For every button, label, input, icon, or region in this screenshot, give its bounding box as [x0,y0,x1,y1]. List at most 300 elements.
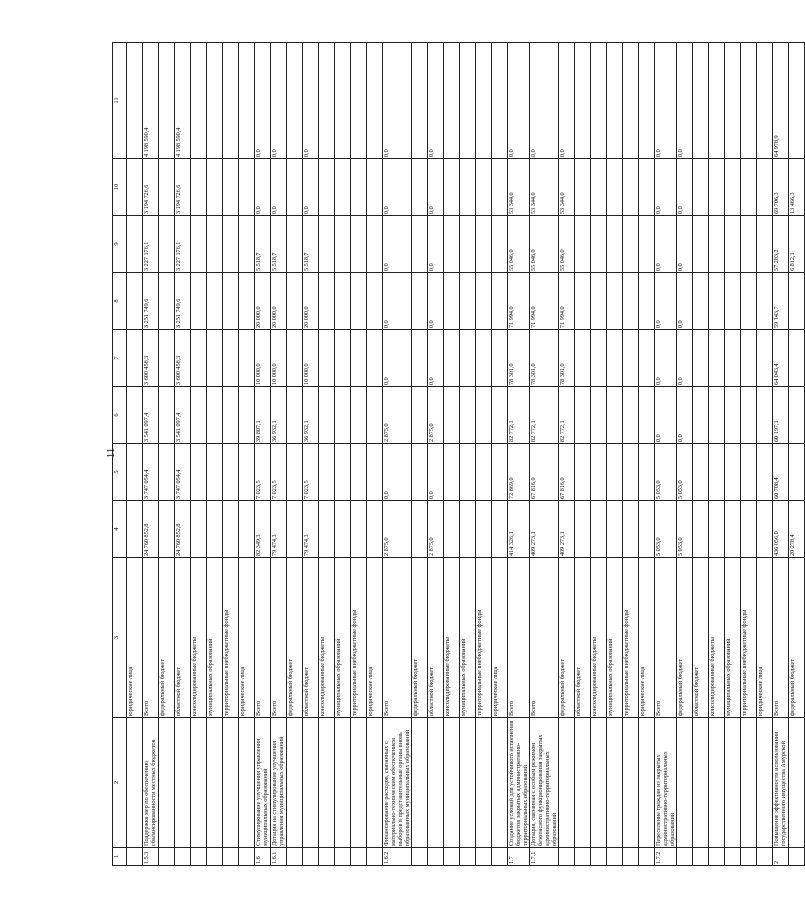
funding-source: Всего [143,558,159,718]
row-code [444,848,460,866]
table-row [412,43,428,866]
funding-source: территориальные внебюджетные фонды [223,558,239,718]
year-value [476,273,492,330]
year-value [623,159,639,216]
year-value: 0,0 [271,159,287,216]
year-value [223,43,239,159]
year-value [591,387,607,444]
year-value: 20 000,0 [255,273,271,330]
year-value [207,216,223,273]
year-value [351,444,367,501]
year-value [207,330,223,387]
year-value [287,216,303,273]
column-header: 6 [113,387,127,444]
year-value [351,216,367,273]
total-value: 5 053,0 [655,501,677,558]
year-value [239,216,255,273]
measure-name [159,718,175,848]
column-header: 1 [113,848,127,866]
total-value [319,501,335,558]
total-value: 20 278,4 [789,501,805,558]
table-row [351,43,367,866]
year-value [444,159,460,216]
year-value [159,444,175,501]
year-value: 53 344,0 [530,159,559,216]
row-code [412,848,428,866]
year-value [476,387,492,444]
table-row [655,43,677,866]
year-value: 5 518,7 [271,216,287,273]
year-value [191,387,207,444]
funding-source: юридические лица [239,558,255,718]
year-value [725,216,741,273]
row-code [725,848,741,866]
column-header: 2 [113,718,127,848]
measure-name [575,718,591,848]
year-value [591,444,607,501]
column-header: 4 [113,501,127,558]
year-value [351,387,367,444]
row-code [127,848,143,866]
measure-name [303,718,319,848]
total-value: 409 273,1 [530,501,559,558]
year-value [207,43,223,159]
total-value [639,501,655,558]
total-value [159,501,175,558]
column-header: 8 [113,273,127,330]
year-value: 0,0 [383,216,412,273]
year-value [159,273,175,330]
funding-source: федеральный бюджет [287,558,303,718]
row-code [175,848,191,866]
year-value [287,387,303,444]
year-value [127,216,143,273]
table-row [476,43,492,866]
measure-name: Финансирование расходов, связанных с материально-техническим обеспечением выборов в представительные органы вновь образованных муниципальных образований [383,718,412,848]
measure-name [223,718,239,848]
funding-source: Всего [255,558,271,718]
year-value [709,159,725,216]
year-value: 0,0 [255,43,271,159]
measure-name [175,718,191,848]
year-value [639,216,655,273]
row-code: 2 [773,848,789,866]
funding-source: муниципальных образований [335,558,351,718]
year-value [575,273,591,330]
column-header: 9 [113,216,127,273]
measure-name [351,718,367,848]
year-value: 7 023,5 [255,444,271,501]
column-header: 3 [113,558,127,718]
year-value [207,273,223,330]
funding-source: территориальные внебюджетные фонды [476,558,492,718]
year-value: 3 251 749,6 [175,273,191,330]
year-value: 78 301,0 [508,330,530,387]
year-value [639,387,655,444]
total-value [492,501,508,558]
table-row [508,43,530,866]
year-value [492,387,508,444]
year-value: 3 227 176,1 [175,216,191,273]
measure-name: Повышение эффективности использования государственного имущества Амурской [773,718,789,848]
year-value [741,216,757,273]
year-value [444,216,460,273]
year-value [741,330,757,387]
measure-name [191,718,207,848]
total-value: 2 875,0 [428,501,444,558]
row-code [367,848,383,866]
total-value [623,501,639,558]
year-value [367,216,383,273]
row-code [460,848,476,866]
year-value: 3 251 749,6 [143,273,159,330]
year-value [693,273,709,330]
funding-source: федеральный бюджет [159,558,175,718]
row-code: 1.6 [255,848,271,866]
year-value [223,330,239,387]
funding-source: юридические лица [757,558,773,718]
row-code [207,848,223,866]
table-row [175,43,191,866]
funding-source: Всего [530,558,559,718]
year-value [693,159,709,216]
year-value [693,387,709,444]
row-code: 1.6.1 [271,848,287,866]
year-value: 0,0 [428,444,444,501]
funding-source: областной бюджет [175,558,191,718]
table-row [127,43,143,866]
year-value: 0,0 [383,43,412,159]
year-value [367,444,383,501]
table-row [255,43,271,866]
table-row [207,43,223,866]
year-value: 3 541 097,4 [175,387,191,444]
year-value [476,444,492,501]
year-value [709,43,725,159]
row-code [335,848,351,866]
year-value [319,330,335,387]
row-code [741,848,757,866]
year-value [460,273,476,330]
table-row [239,43,255,866]
year-value [693,216,709,273]
measure-name: Дотация, связанная с особым режимом безопасного функционирования закрытых административно-территориальных образований [530,718,559,848]
total-value [207,501,223,558]
measure-name [789,718,805,848]
year-value [575,43,591,159]
measure-name [335,718,351,848]
row-code: 1.7.2 [655,848,677,866]
year-value [607,444,623,501]
year-value: 36 932,1 [271,387,287,444]
year-value [789,43,805,159]
year-value: 0,0 [508,43,530,159]
year-value: 3 194 726,6 [175,159,191,216]
table-row [623,43,639,866]
year-value: 0,0 [655,216,677,273]
year-value [412,273,428,330]
table-row [575,43,591,866]
funding-source: юридические лица [639,558,655,718]
total-value: 82 349,3 [255,501,271,558]
year-value: 71 994,0 [559,273,575,330]
row-code [476,848,492,866]
year-value [319,216,335,273]
year-value: 82 772,1 [559,387,575,444]
year-value: 13 466,3 [789,159,805,216]
total-value [757,501,773,558]
measure-name [319,718,335,848]
row-code [677,848,693,866]
year-value [725,273,741,330]
measure-name [460,718,476,848]
total-value [444,501,460,558]
year-value: 0,0 [303,43,319,159]
year-value: 36 932,1 [303,387,319,444]
year-value [757,387,773,444]
year-value [239,273,255,330]
year-value: 60 197,1 [773,387,789,444]
year-value [709,330,725,387]
row-code [223,848,239,866]
table-header-row [113,43,127,866]
year-value [335,330,351,387]
row-code [351,848,367,866]
year-value: 64 978,9 [773,43,789,159]
year-value [575,387,591,444]
year-value [623,330,639,387]
total-value [127,501,143,558]
funding-source: Всего [271,558,287,718]
year-value [623,387,639,444]
measure-name [741,718,757,848]
table-row [383,43,412,866]
year-value [591,159,607,216]
year-value [709,444,725,501]
table-row [773,43,789,866]
row-code [239,848,255,866]
year-value: 20 000,0 [303,273,319,330]
year-value [207,444,223,501]
year-value [789,330,805,387]
funding-source: муниципальных образований [207,558,223,718]
year-value: 0,0 [383,273,412,330]
total-value: 436 056,0 [773,501,789,558]
table-row [559,43,575,866]
row-code [591,848,607,866]
year-value [351,43,367,159]
year-value [575,444,591,501]
year-value [412,43,428,159]
year-value [223,159,239,216]
total-value [367,501,383,558]
row-code [757,848,773,866]
total-value: 409 273,1 [559,501,575,558]
year-value: 0,0 [255,159,271,216]
funding-source: юридические лица [367,558,383,718]
year-value: 3 747 054,4 [175,444,191,501]
year-value [191,43,207,159]
total-value [412,501,428,558]
year-value [319,444,335,501]
year-value [492,159,508,216]
year-value: 0,0 [428,159,444,216]
year-value [351,330,367,387]
year-value [239,159,255,216]
year-value: 71 994,0 [530,273,559,330]
funding-source: консолидированные бюджеты [319,558,335,718]
year-value [239,330,255,387]
year-value [207,387,223,444]
year-value: 7 023,5 [271,444,287,501]
measure-name [412,718,428,848]
funding-source: муниципальных образований [607,558,623,718]
row-code [319,848,335,866]
year-value [591,330,607,387]
year-value [444,444,460,501]
row-code [709,848,725,866]
year-value [239,444,255,501]
year-value [191,273,207,330]
year-value [492,444,508,501]
year-value [460,43,476,159]
funding-source: консолидированные бюджеты [709,558,725,718]
year-value: 0,0 [677,216,693,273]
year-value: 5 518,7 [303,216,319,273]
measure-name: Переселение граждан из закрытых административно-территориальных образований [655,718,677,848]
year-value [693,444,709,501]
year-value: 0,0 [530,43,559,159]
total-value [709,501,725,558]
column-header: 11 [113,43,127,159]
year-value [287,273,303,330]
measure-name: Дотация на стимулирование улучшения управления муниципальных образований [271,718,287,848]
measure-name [709,718,725,848]
year-value [623,273,639,330]
measure-name [559,718,575,848]
funding-source: консолидированные бюджеты [591,558,607,718]
funding-source: областной бюджет [693,558,709,718]
year-value: 53 344,0 [559,159,575,216]
year-value [335,216,351,273]
year-value [789,273,805,330]
year-value: 0,0 [383,444,412,501]
year-value [287,330,303,387]
year-value: 0,0 [428,43,444,159]
year-value [709,273,725,330]
funding-source: территориальные внебюджетные фонды [741,558,757,718]
funding-source: федеральный бюджет [412,558,428,718]
year-value: 6 812,1 [789,216,805,273]
row-code [559,848,575,866]
year-value [412,330,428,387]
row-code [789,848,805,866]
table-row [428,43,444,866]
year-value: 0,0 [655,330,677,387]
table-row [639,43,655,866]
year-value [607,273,623,330]
page-number: 11 [105,447,117,459]
year-value [492,273,508,330]
year-value: 0,0 [655,387,677,444]
year-value [287,43,303,159]
total-value: 79 474,3 [303,501,319,558]
year-value [741,159,757,216]
funding-source: областной бюджет [428,558,444,718]
measure-name [207,718,223,848]
year-value: 2 875,0 [383,387,412,444]
funding-source: консолидированные бюджеты [444,558,460,718]
column-header: 7 [113,330,127,387]
row-code [492,848,508,866]
year-value [127,43,143,159]
year-value [725,387,741,444]
year-value [444,387,460,444]
year-value [335,444,351,501]
year-value: 71 994,0 [508,273,530,330]
year-value [476,216,492,273]
funding-source: Всего [508,558,530,718]
total-value: 79 474,3 [271,501,287,558]
year-value [335,387,351,444]
total-value [191,501,207,558]
year-value: 0,0 [655,273,677,330]
year-value: 10 000,0 [271,330,287,387]
year-value [412,216,428,273]
year-value: 60 708,4 [773,444,789,501]
year-value [709,387,725,444]
year-value [607,330,623,387]
measure-name [239,718,255,848]
total-value [287,501,303,558]
year-value: 0,0 [677,159,693,216]
year-value [741,387,757,444]
table-row [460,43,476,866]
year-value [476,43,492,159]
rotated-page [112,43,796,866]
year-value: 53 344,0 [508,159,530,216]
year-value [444,43,460,159]
year-value [607,159,623,216]
year-value [127,330,143,387]
year-value: 7 023,5 [303,444,319,501]
year-value [757,273,773,330]
row-code [191,848,207,866]
year-value: 10 000,0 [255,330,271,387]
year-value [709,216,725,273]
total-value [741,501,757,558]
year-value: 69 706,3 [773,159,789,216]
year-value: 0,0 [559,43,575,159]
funding-source: федеральный бюджет [677,558,693,718]
total-value [460,501,476,558]
table-row [191,43,207,866]
total-value [335,501,351,558]
year-value [607,387,623,444]
year-value [287,159,303,216]
measure-name [677,718,693,848]
year-value [223,273,239,330]
year-value [639,330,655,387]
year-value [460,387,476,444]
total-value [725,501,741,558]
total-value [223,501,239,558]
year-value [623,444,639,501]
measure-name [367,718,383,848]
year-value: 3 747 054,4 [143,444,159,501]
year-value [693,330,709,387]
year-value: 3 194 726,6 [143,159,159,216]
